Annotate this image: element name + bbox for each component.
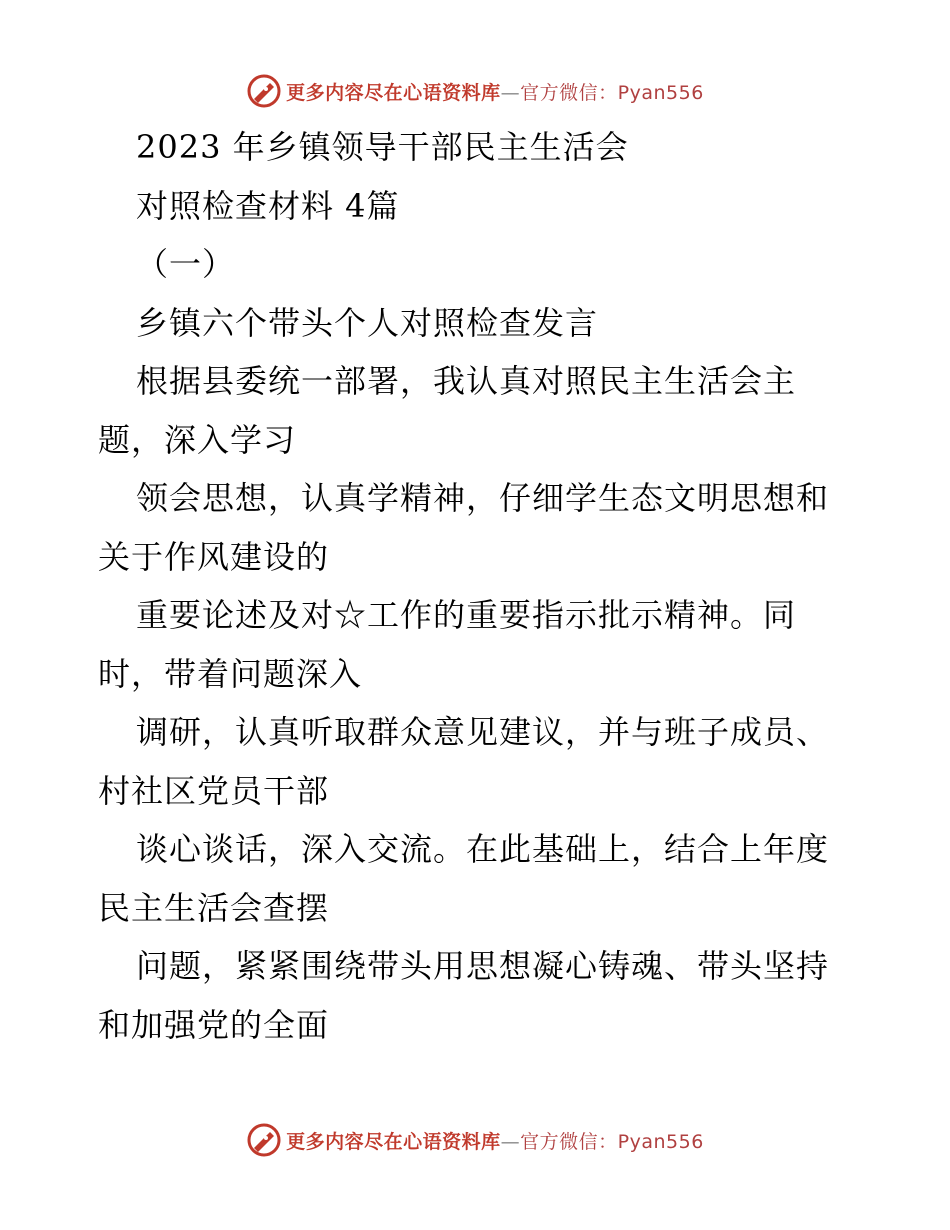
section-number: （一） <box>136 245 236 283</box>
paragraph-line: 问题，紧紧围绕带头用思想凝心铸魂、带头坚持 <box>136 947 830 985</box>
header-watermark <box>0 71 950 111</box>
banner-separator: — <box>500 81 521 104</box>
paragraph-line: 时，带着问题深入 <box>98 654 363 693</box>
paragraph-line: 题，深入学习 <box>98 420 297 459</box>
paragraph-line: 重要论述及对☆工作的重要指示批示精神。同 <box>136 596 797 634</box>
banner-contact: 官方微信：Pyan556 <box>520 81 704 104</box>
paragraph-line: 谈心谈话，深入交流。在此基础上，结合上年度 <box>136 830 830 868</box>
banner-brand: 更多内容尽在心语资料库 <box>286 1130 501 1153</box>
banner-separator: — <box>500 1130 521 1153</box>
doc-title-line-2: 对照检查材料 4篇 <box>136 186 400 225</box>
paragraph-line: 村社区党员干部 <box>98 771 330 810</box>
paragraph-line: 领会思想，认真学精神，仔细学生态文明思想和 <box>136 479 830 517</box>
document-body <box>98 118 858 1054</box>
paragraph-line: 民主生活会查摆 <box>98 888 330 927</box>
paragraph-line: 根据县委统一部署，我认真对照民主生活会主 <box>136 362 797 400</box>
pen-logo-icon <box>246 73 282 109</box>
banner-contact: 官方微信：Pyan556 <box>520 1130 704 1153</box>
pen-logo-icon <box>246 1122 282 1158</box>
banner-brand: 更多内容尽在心语资料库 <box>286 81 501 104</box>
paragraph-line: 关于作风建设的 <box>98 537 330 576</box>
paragraph-line: 和加强党的全面 <box>98 1005 330 1044</box>
footer-watermark <box>0 1120 950 1160</box>
doc-title-line-1: 2023 年乡镇领导干部民主生活会 <box>136 128 629 166</box>
paragraph-line: 调研，认真听取群众意见建议，并与班子成员、 <box>136 713 830 751</box>
section-heading: 乡镇六个带头个人对照检查发言 <box>136 303 599 342</box>
